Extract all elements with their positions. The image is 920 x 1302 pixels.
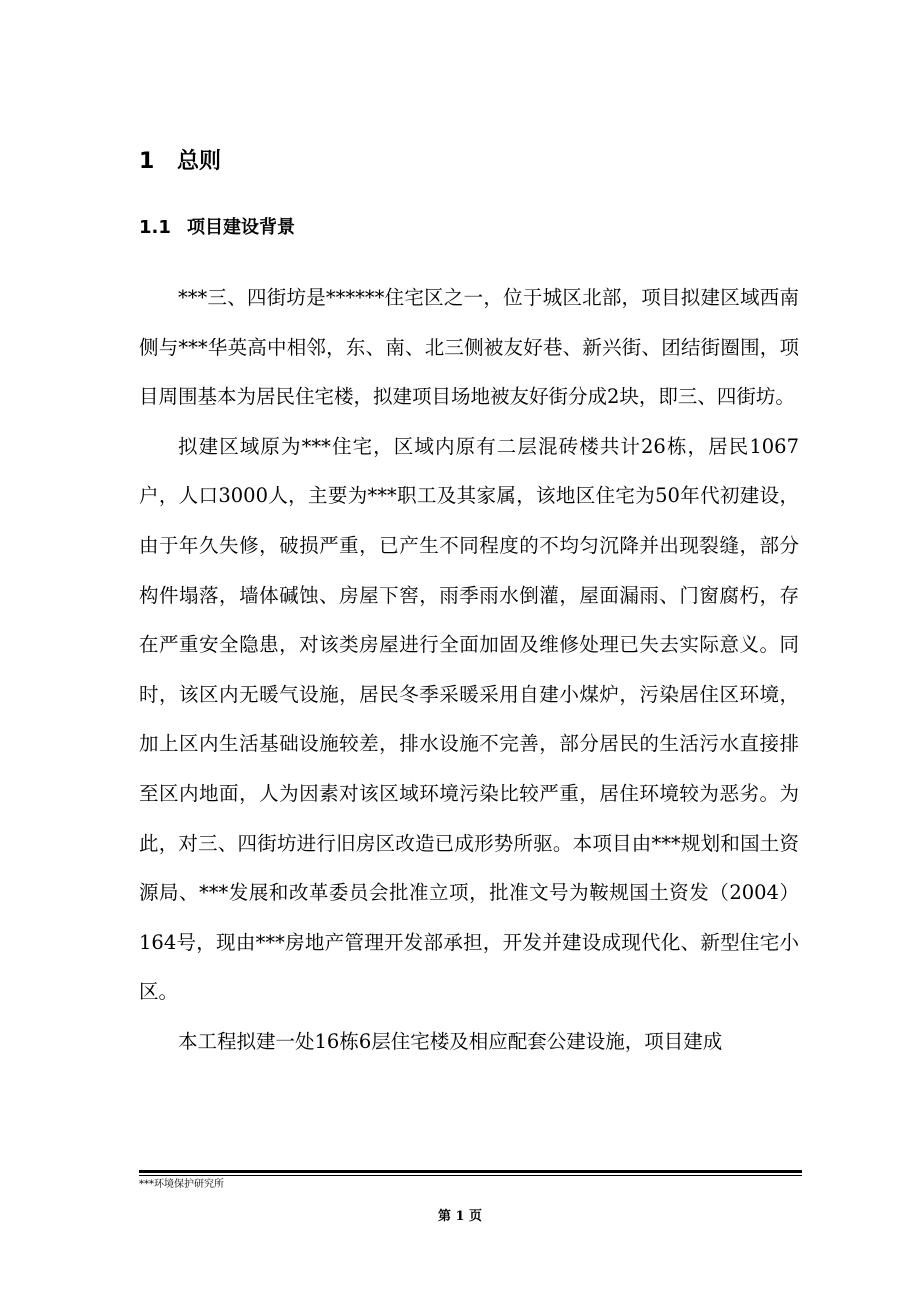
paragraph: 拟建区域原为***住宅，区域内原有二层混砖楼共计26栋，居民1067户，人口3000人，主要为***职工及其家属，该地区住宅为50年代初建设，由于年久失修，破损严重，已产生不同程度的不均匀沉降并出现裂缝，部分构件塌落，墙体碱蚀、房屋下窖，雨季雨水倒灌，屋面漏雨、门窗腐朽，存在严重安全隐患，对该类房屋进行全面加固及维修处理已失去实际意义。同时，该区内无暖气设施，居民冬季采暖采用自建小煤炉，污染居住区环境，加上区内生活基础设施较差，排水设施不完善，部分居民的生活污水直接排至区内地面，人为因素对该区域环境污染比较严重，居住环境较为恶劣。为此，对三、四街坊进行旧房区改造已成形势所驱。本项目由***规划和国土资源局、***发展和改革委员会批准立项，批准文号为鞍规国土资发（2004）164号，现由***房地产管理开发部承担，开发并建设成现代化、新型住宅小区。 [139, 434, 799, 1004]
section-heading [139, 146, 221, 178]
subsection-title: 项目建设背景 [187, 217, 295, 238]
page-number: 第 1 页 [437, 1209, 483, 1224]
footer-divider-thin [139, 1175, 802, 1176]
body-text [139, 273, 799, 1067]
paragraph: ***三、四街坊是******住宅区之一，位于城区北部，项目拟建区域西南侧与***华英高中相邻，东、南、北三侧被友好巷、新兴街、团结街圈围，项目周围基本为居民住宅楼，拟建项目场地被友好街分成2块，即三、四街坊。 [139, 286, 799, 409]
footer-organization: ***环境保护研究所 [139, 1179, 224, 1190]
footer-divider-thick [139, 1170, 802, 1173]
section-number: 1 [139, 149, 155, 174]
section-title: 总则 [177, 149, 222, 174]
subsection-number: 1.1 [139, 217, 171, 238]
paragraph: 本工程拟建一处16栋6层住宅楼及相应配套公建设施，项目建成 [178, 1029, 723, 1053]
subsection-heading [139, 214, 295, 242]
